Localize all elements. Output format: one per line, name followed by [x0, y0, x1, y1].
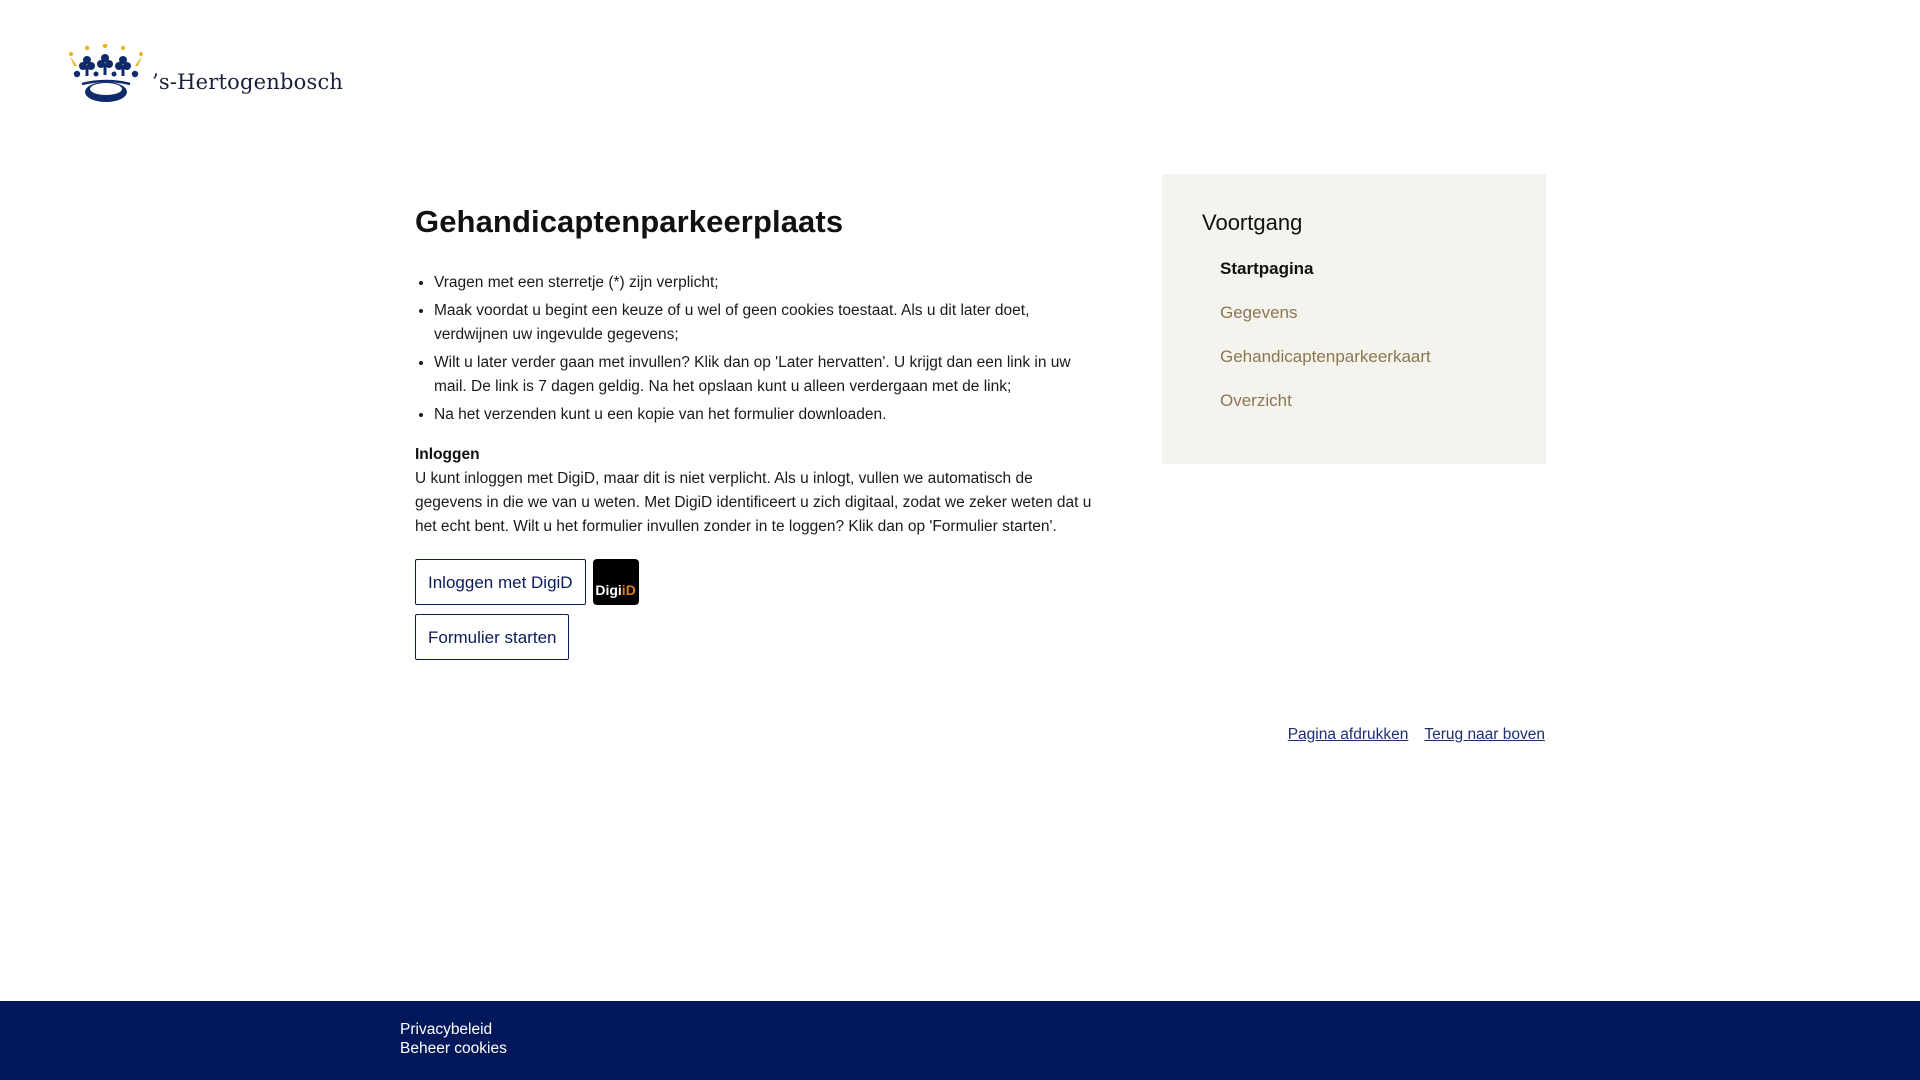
municipality-name: ’s-Hertogenbosch	[152, 70, 344, 94]
form-actions	[415, 559, 1105, 660]
list-item: • Maak voordat u begint een keuze of u wel of geen cookies toestaat. Als u dit later doet, verdwijnen uw ingevulde gegevens;	[434, 299, 1105, 347]
progress-step-startpagina: Startpagina	[1220, 259, 1314, 278]
digid-logo	[593, 559, 639, 605]
digid-logo-d: D	[625, 582, 636, 598]
manage-cookies-link[interactable]: Beheer cookies	[400, 1040, 507, 1057]
start-form-button[interactable]: Formulier starten	[415, 614, 569, 660]
back-to-top-link[interactable]: Terug naar boven	[1424, 726, 1545, 743]
footer	[0, 1001, 1920, 1080]
privacy-policy-link[interactable]: Privacybeleid	[400, 1021, 493, 1038]
login-description: U kunt inloggen met DigiD, maar dit is niet verplicht. Als u inlogt, vullen we automatisch de gegevens in die we van u weten. Met DigiD identificeert u zich digitaal, zodat we zeker weten dat u het echt bent. Wilt u het formulier invullen zonder in te loggen? Klik dan op 'Formulier starten'.	[415, 470, 1092, 535]
login-digid-button[interactable]: Inloggen met DigiD	[415, 559, 586, 605]
digid-row	[415, 559, 1105, 605]
login-heading: Inloggen	[415, 446, 480, 463]
list-item: • Vragen met een sterretje (*) zijn verplicht;	[434, 271, 1105, 295]
progress-step-gegevens: Gegevens	[1220, 303, 1298, 322]
digid-logo-digi: Digi	[595, 582, 622, 598]
print-page-link[interactable]: Pagina afdrukken	[1287, 726, 1409, 743]
page-title: Gehandicaptenparkeerplaats	[415, 204, 844, 239]
progress-step-overzicht: Overzicht	[1220, 391, 1292, 410]
instructions-list	[415, 271, 1105, 427]
utility-links	[1288, 726, 1545, 744]
start-row	[415, 614, 1105, 660]
crown-icon	[68, 44, 148, 108]
list-item: • Na het verzenden kunt u een kopie van het formulier downloaden.	[434, 403, 1105, 427]
progress-step-gehandicaptenparkeerkaart: Gehandicaptenparkeerkaart	[1220, 347, 1431, 366]
digid-logo-i: i	[621, 582, 626, 598]
progress-panel	[1162, 174, 1546, 464]
footer-links	[400, 1020, 507, 1058]
progress-steps	[1202, 259, 1506, 411]
list-item: • Wilt u later verder gaan met invullen? Klik dan op 'Later hervatten'. U krijgt dan een link in uw mail. De link is 7 dagen geldig. Na het opslaan kunt u alleen verdergaan met de link;	[434, 351, 1105, 399]
progress-title: Voortgang	[1202, 210, 1303, 235]
municipality-logo[interactable]	[68, 44, 343, 108]
main-content	[415, 204, 1105, 669]
